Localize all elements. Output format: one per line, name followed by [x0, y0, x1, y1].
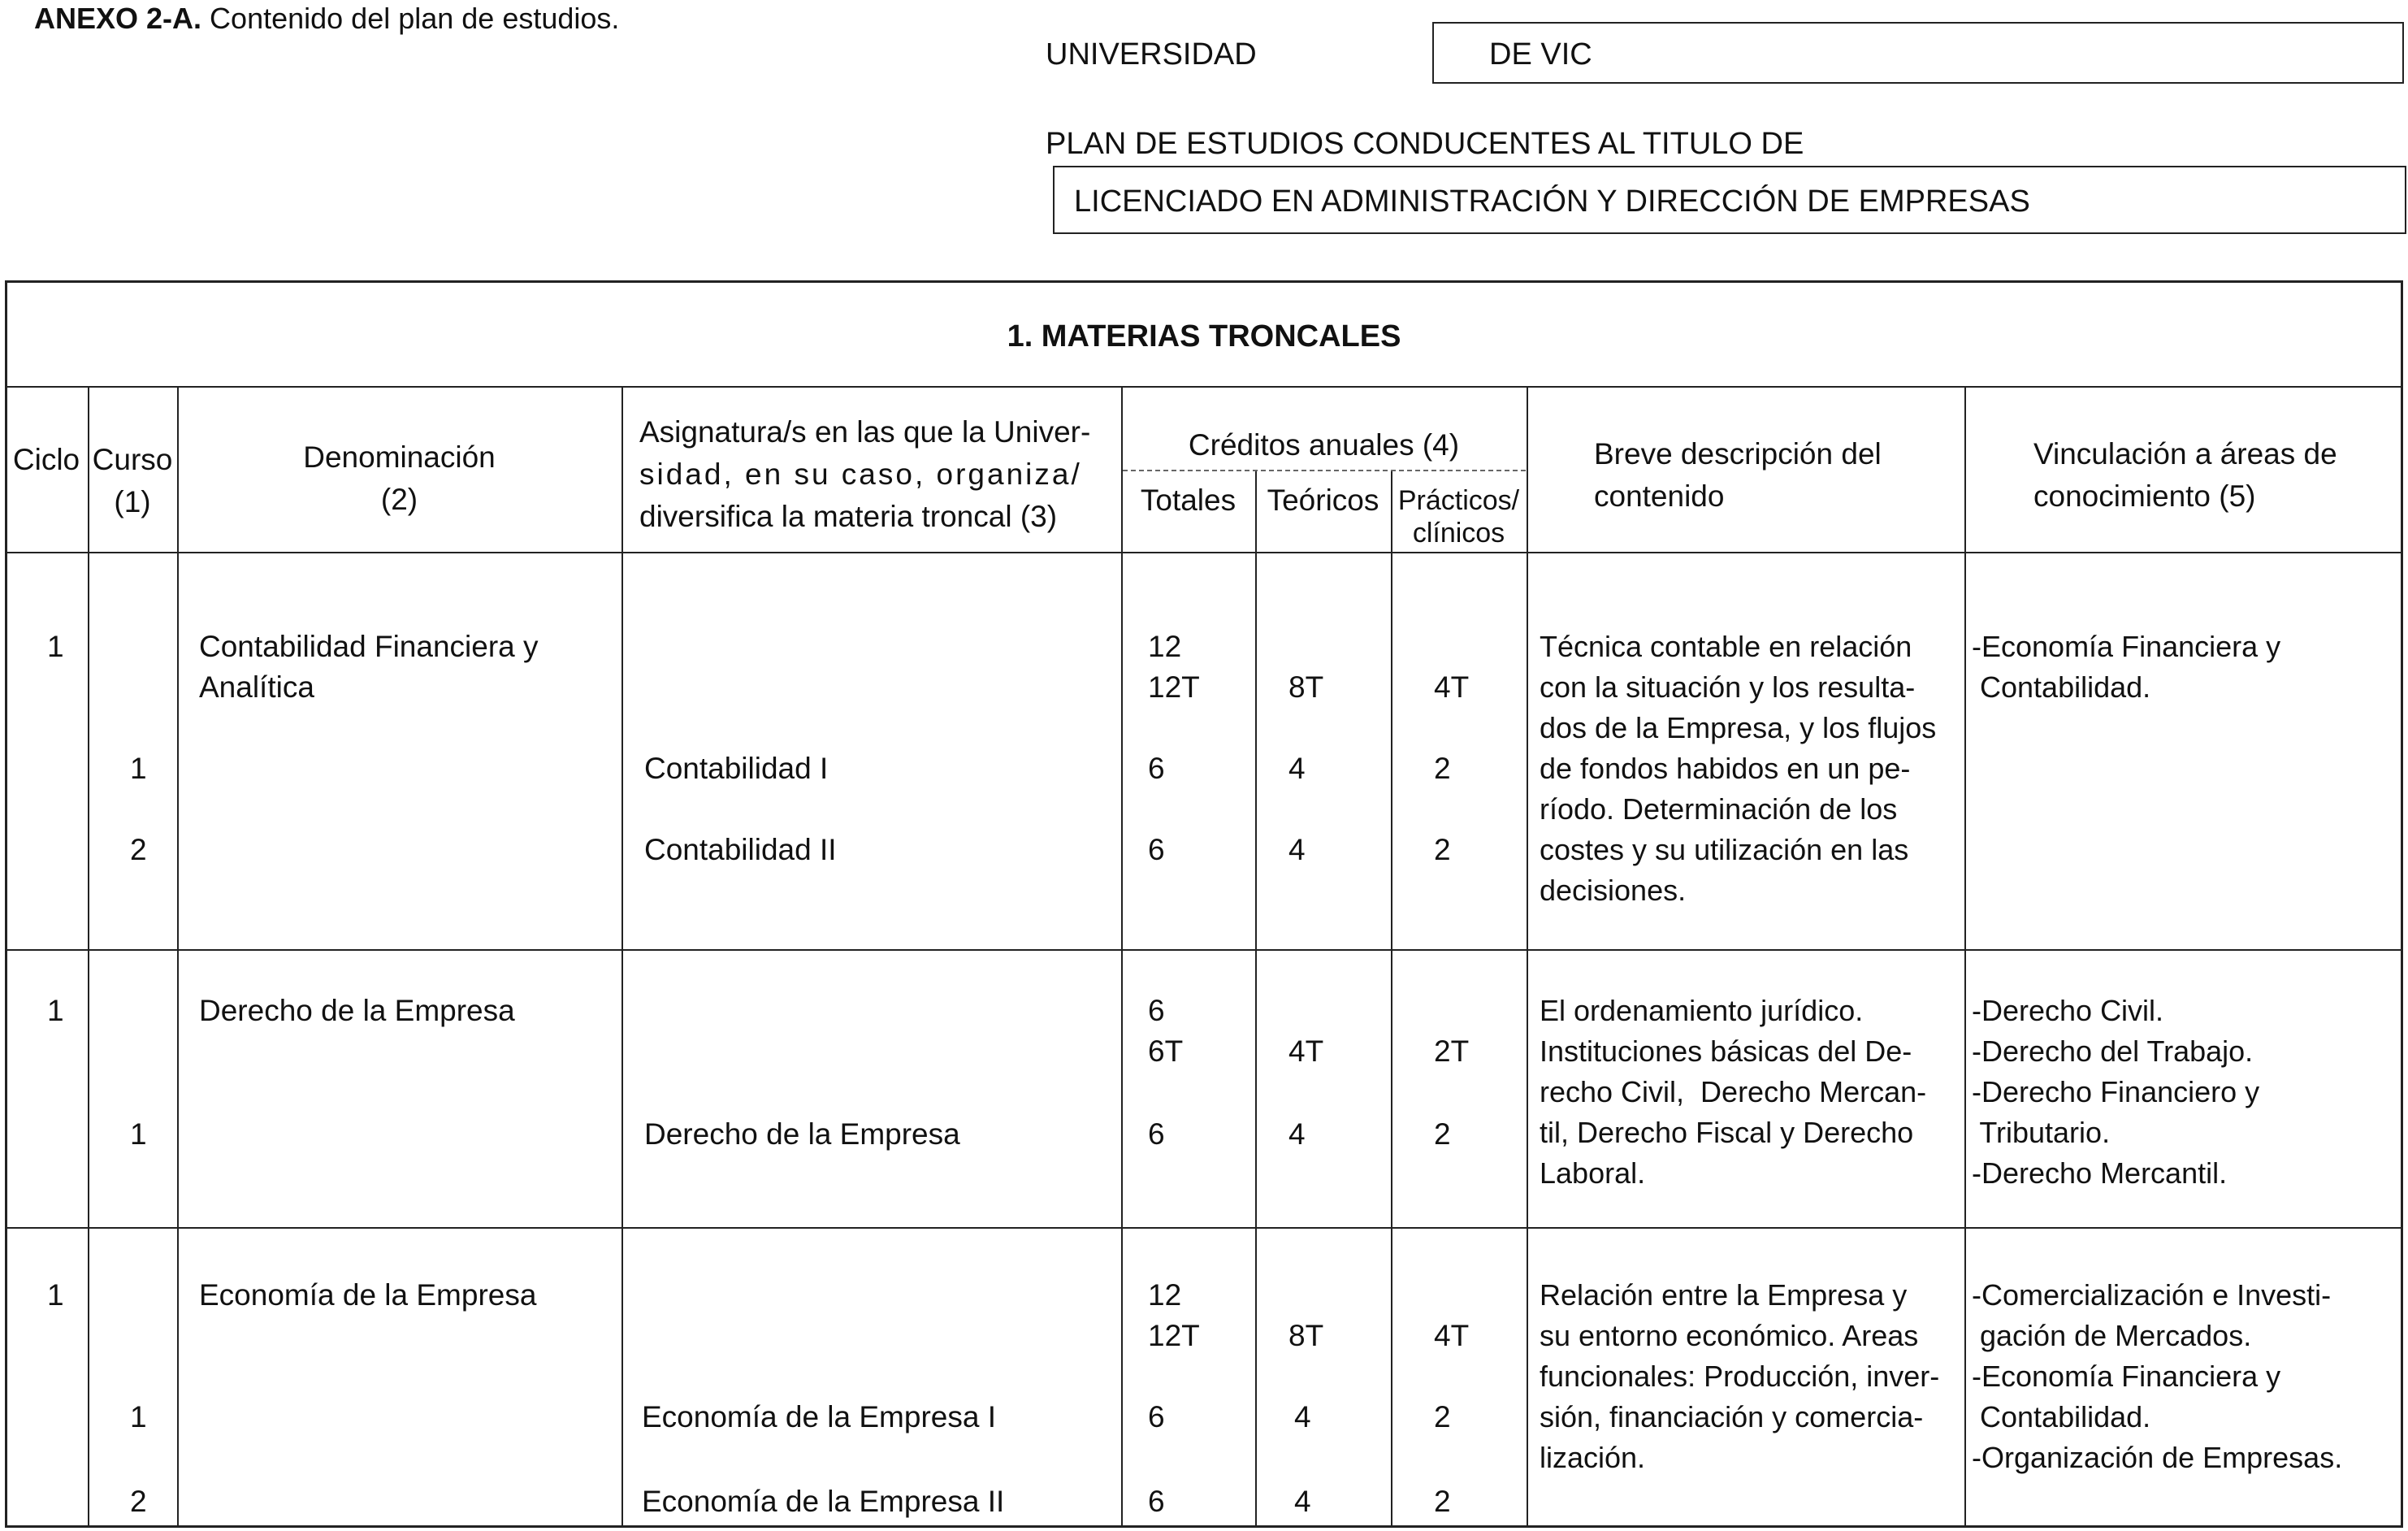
row2-area-2: -Derecho del Trabajo. — [1972, 1034, 2254, 1068]
row2-desc-4: til, Derecho Fiscal y Derecho — [1540, 1116, 1914, 1149]
header-teoricos: Teóricos — [1267, 484, 1379, 517]
column-divider — [1964, 386, 1966, 1528]
header-asignatura-line2: sidad, en su caso, organiza/ — [639, 458, 1082, 491]
header-curso: Curso — [92, 443, 173, 476]
row2-desc-3: recho Civil, Derecho Mercan- — [1540, 1075, 1927, 1108]
row3-sub2-asignatura: Economía de la Empresa II — [642, 1485, 1005, 1518]
row3-sub2-curso: 2 — [130, 1485, 147, 1518]
row1-denominacion-2: Analítica — [199, 670, 314, 704]
header-curso-note: (1) — [114, 485, 151, 518]
row2-teoricos: 4T — [1288, 1034, 1324, 1068]
row1-sub2-total: 6 — [1148, 833, 1165, 866]
header-breve-2: contenido — [1594, 479, 1725, 513]
header-vinculacion: Vinculación a áreas de — [2033, 437, 2337, 471]
row1-desc-6: costes y su utilización en las — [1540, 833, 1909, 866]
row3-area-2: gación de Mercados. — [1972, 1319, 2252, 1352]
row1-sub2-curso: 2 — [130, 833, 147, 866]
row3-area-3: -Economía Financiera y — [1972, 1360, 2281, 1393]
row2-sub1-total: 6 — [1148, 1117, 1165, 1151]
row1-sub2-asignatura: Contabilidad II — [644, 833, 837, 866]
header-denominacion-note: (2) — [380, 483, 418, 516]
row1-total: 12 — [1148, 630, 1182, 663]
row1-desc-4: de fondos habidos en un pe- — [1540, 752, 1911, 785]
header-practicos: Prácticos/ — [1397, 485, 1520, 516]
row2-sub1-curso: 1 — [130, 1117, 147, 1151]
header-denominacion: Denominación — [303, 440, 496, 474]
row3-sub2-teoricos: 4 — [1294, 1485, 1311, 1518]
row3-total: 12 — [1148, 1278, 1182, 1312]
table-divider — [5, 1227, 2403, 1229]
annex-title: ANEXO 2-A. Contenido del plan de estudios. — [34, 2, 620, 35]
row1-sub2-teoricos: 4 — [1288, 833, 1306, 866]
row2-desc-5: Laboral. — [1540, 1156, 1646, 1190]
header-breve: Breve descripción del — [1594, 437, 1882, 471]
row1-desc-5: ríodo. Determinación de los — [1540, 792, 1898, 826]
row1-sub1-total: 6 — [1148, 752, 1165, 785]
row2-area-1: -Derecho Civil. — [1972, 994, 2164, 1027]
row3-area-1: -Comercialización e Investi- — [1972, 1278, 2332, 1312]
row3-desc-3: funcionales: Producción, inver- — [1540, 1360, 1940, 1393]
header-asignatura-line3: diversifica la materia troncal (3) — [639, 500, 1058, 533]
university-label: UNIVERSIDAD — [1046, 37, 1257, 72]
row2-total-t: 6T — [1148, 1034, 1184, 1068]
header-ciclo: Ciclo — [12, 443, 80, 476]
credits-divider — [1123, 470, 1526, 471]
column-divider — [177, 386, 179, 1528]
header-totales: Totales — [1140, 484, 1236, 517]
row1-sub1-practicos: 2 — [1434, 752, 1451, 785]
row2-total: 6 — [1148, 994, 1165, 1027]
degree-title-value: LICENCIADO EN ADMINISTRACIÓN Y DIRECCIÓN DE EMPRESAS — [1074, 184, 2030, 219]
row3-sub2-total: 6 — [1148, 1485, 1165, 1518]
row1-desc-1: Técnica contable en relación — [1540, 630, 1912, 663]
row1-sub1-asignatura: Contabilidad I — [644, 752, 829, 785]
column-divider — [621, 386, 623, 1528]
header-clinicos: clínicos — [1412, 518, 1505, 549]
row2-practicos: 2T — [1434, 1034, 1470, 1068]
row3-total-t: 12T — [1148, 1319, 1200, 1352]
row3-area-5: -Organización de Empresas. — [1972, 1441, 2343, 1474]
row3-sub1-curso: 1 — [130, 1400, 147, 1433]
row2-area-5: -Derecho Mercantil. — [1972, 1156, 2228, 1190]
row1-ciclo: 1 — [47, 630, 64, 663]
row3-sub1-total: 6 — [1148, 1400, 1165, 1433]
row2-ciclo: 1 — [47, 994, 64, 1027]
row1-desc-3: dos de la Empresa, y los flujos — [1540, 711, 1937, 744]
row1-teoricos: 8T — [1288, 670, 1324, 704]
row2-desc-1: El ordenamiento jurídico. — [1540, 994, 1864, 1027]
row2-area-3: -Derecho Financiero y — [1972, 1075, 2260, 1108]
row1-desc-7: decisiones. — [1540, 874, 1687, 907]
row1-sub2-practicos: 2 — [1434, 833, 1451, 866]
table-divider — [5, 552, 2403, 553]
row3-sub1-asignatura: Economía de la Empresa I — [642, 1400, 996, 1433]
row3-area-4: Contabilidad. — [1972, 1400, 2151, 1433]
row2-sub1-practicos: 2 — [1434, 1117, 1451, 1151]
university-value: DE VIC — [1489, 37, 1592, 72]
column-divider — [1527, 386, 1528, 1528]
row1-sub1-curso: 1 — [130, 752, 147, 785]
row2-sub1-asignatura: Derecho de la Empresa — [644, 1117, 960, 1151]
row2-sub1-teoricos: 4 — [1288, 1117, 1306, 1151]
row3-desc-4: sión, financiación y comercia- — [1540, 1400, 1924, 1433]
row3-sub1-teoricos: 4 — [1294, 1400, 1311, 1433]
row3-desc-2: su entorno económico. Areas — [1540, 1319, 1919, 1352]
row1-area-1: -Economía Financiera y — [1972, 630, 2281, 663]
row2-denominacion: Derecho de la Empresa — [199, 994, 515, 1027]
column-divider — [1255, 471, 1257, 1528]
row3-desc-1: Relación entre la Empresa y — [1540, 1278, 1908, 1312]
row1-desc-2: con la situación y los resulta- — [1540, 670, 1916, 704]
row1-denominacion: Contabilidad Financiera y — [199, 630, 539, 663]
row3-sub2-practicos: 2 — [1434, 1485, 1451, 1518]
row3-practicos: 4T — [1434, 1319, 1470, 1352]
row1-area-2: Contabilidad. — [1972, 670, 2151, 704]
plan-label: PLAN DE ESTUDIOS CONDUCENTES AL TITULO DE — [1046, 127, 1804, 161]
row1-sub1-teoricos: 4 — [1288, 752, 1306, 785]
row3-teoricos: 8T — [1288, 1319, 1324, 1352]
row2-desc-2: Instituciones básicas del De- — [1540, 1034, 1912, 1068]
row3-sub1-practicos: 2 — [1434, 1400, 1451, 1433]
row3-denominacion: Economía de la Empresa — [199, 1278, 537, 1312]
section-title: 1. MATERIAS TRONCALES — [1007, 319, 1401, 353]
row1-practicos: 4T — [1434, 670, 1470, 704]
header-asignatura-line1: Asignatura/s en las que la Univer- — [639, 415, 1091, 449]
header-vinculacion-2: conocimiento (5) — [2033, 479, 2256, 513]
table-divider — [5, 949, 2403, 951]
column-divider — [88, 386, 89, 1528]
column-divider — [1121, 386, 1123, 1528]
table-divider — [5, 386, 2403, 388]
row3-desc-5: lización. — [1540, 1441, 1646, 1474]
row2-area-4: Tributario. — [1972, 1116, 2111, 1149]
row3-ciclo: 1 — [47, 1278, 64, 1312]
header-creditos: Créditos anuales (4) — [1188, 428, 1460, 462]
column-divider — [1391, 471, 1392, 1528]
row1-total-t: 12T — [1148, 670, 1200, 704]
